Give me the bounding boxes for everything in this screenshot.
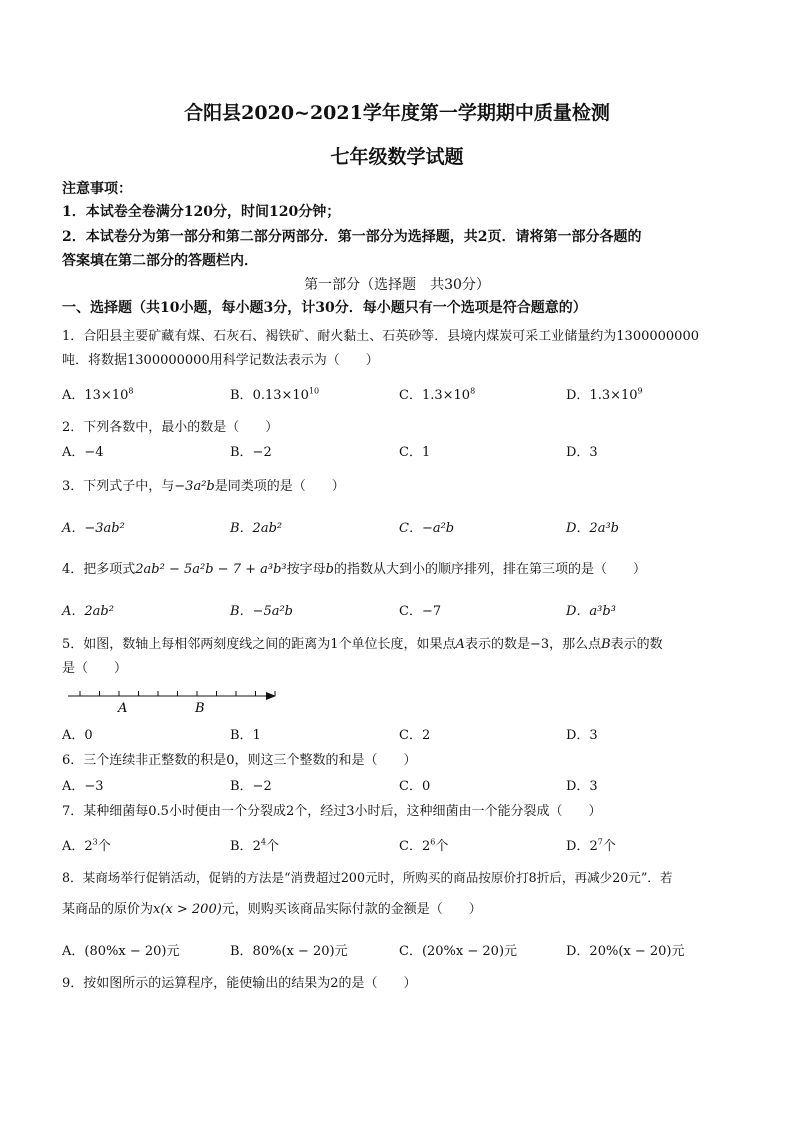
q6-option-c[interactable]: C．0: [399, 779, 431, 794]
q5-option-c[interactable]: C．2: [399, 728, 431, 743]
exam-title: 合阳县2020~2021学年度第一学期期中质量检测: [184, 102, 610, 124]
q8-option-d[interactable]: D．20%(x − 20)元: [566, 944, 685, 959]
q6-option-b[interactable]: B．−2: [230, 779, 272, 794]
q8-option-b[interactable]: B．80%(x − 20)元: [230, 944, 348, 959]
q2-option-c[interactable]: C．1: [399, 445, 431, 460]
q4-option-a[interactable]: A．2ab²: [62, 604, 114, 619]
notice-item-2a: 2．本试卷分为第一部分和第二部分两部分．第一部分为选择题，共2页．请将第一部分各题的: [62, 229, 642, 245]
point-a-label: A: [118, 701, 128, 716]
q3-option-c[interactable]: C．−a²b: [399, 521, 455, 536]
q5-option-d[interactable]: D．3: [566, 728, 598, 743]
q4-option-d[interactable]: D．a³b³: [566, 604, 616, 619]
exam-subtitle: 七年级数学试题: [330, 146, 464, 168]
q2-line1: 2．下列各数中，最小的数是（ ）: [62, 420, 279, 435]
q7-option-b[interactable]: B．$2^4$个: [230, 837, 279, 854]
q7-line1: 7．某种细菌每0.5小时便由一个分裂成2个，经过3小时后，这种细菌由一个能分裂成（ ）: [62, 804, 602, 819]
q6-option-d[interactable]: D．3: [566, 779, 598, 794]
q2-option-d[interactable]: D．3: [566, 445, 598, 460]
q1-line2: 吨．将数据1300000000用科学记数法表示为（ ）: [62, 353, 379, 368]
number-line-figure: [60, 684, 290, 718]
q1-option-b[interactable]: B．$0.13\times 10^{10}$: [230, 386, 320, 403]
q8-line2: 某商品的原价为x(x > 200)元，则购买该商品实际付款的金额是（ ）: [62, 902, 482, 917]
q7-option-c[interactable]: C．$2^6$个: [399, 837, 449, 854]
notice-item-1: 1．本试卷全卷满分120分，时间120分钟；: [62, 204, 341, 220]
q4-option-b[interactable]: B．−5a²b: [230, 604, 294, 619]
q3-option-a[interactable]: A．−3ab²: [62, 521, 125, 536]
part1-header: 第一部分（选择题 共30分）: [304, 277, 490, 293]
q8-option-c[interactable]: C．(20%x − 20)元: [399, 944, 518, 959]
q6-line1: 6．三个连续非正整数的积是0，则这三个整数的和是（ ）: [62, 753, 417, 768]
q2-option-b[interactable]: B．−2: [230, 445, 272, 460]
notice-label: 注意事项：: [62, 181, 132, 197]
notice-item-2b: 答案填在第二部分的答题栏内．: [62, 253, 258, 269]
q1-option-a[interactable]: A．$13\times 10^8$: [62, 386, 134, 403]
q7-option-a[interactable]: A．$2^3$个: [62, 837, 111, 854]
number-line-ticks: [80, 691, 275, 696]
q5-line2: 是（ ）: [62, 661, 128, 676]
section1-header: 一、选择题（共10小题，每小题3分，计30分．每小题只有一个选项是符合题意的）: [62, 300, 587, 316]
q4-option-c[interactable]: C．−7: [399, 604, 442, 619]
q5-line1: 5．如图，数轴上每相邻两刻度线之间的距离为1个单位长度，如果点A表示的数是−3，那么点B表示的数: [62, 637, 663, 652]
q6-option-a[interactable]: A．−3: [62, 779, 104, 794]
q1-line1: 1．合阳县主要矿藏有煤、石灰石、褐铁矿、耐火黏土、石英砂等．县境内煤炭可采工业储量约为1300000000: [62, 329, 699, 344]
q7-option-d[interactable]: D．$2^7$个: [566, 837, 616, 854]
q1-option-d[interactable]: D．$1.3\times 10^9$: [566, 386, 643, 403]
q4-line1: 4．把多项式2ab² − 5a²b − 7 + a³b³按字母b的指数从大到小的顺序排列，排在第三项的是（ ）: [62, 562, 646, 577]
q5-option-a[interactable]: A．0: [62, 728, 93, 743]
q8-option-a[interactable]: A．(80%x − 20)元: [62, 944, 180, 959]
q3-option-b[interactable]: B．2ab²: [230, 521, 283, 536]
q2-option-a[interactable]: A．−4: [62, 445, 104, 460]
q1-option-c[interactable]: C．$1.3\times 10^8$: [399, 386, 476, 403]
q3-line1: 3．下列式子中，与−3a²b是同类项的是（ ）: [62, 479, 345, 494]
point-b-label: B: [195, 701, 205, 716]
q5-option-b[interactable]: B．1: [230, 728, 261, 743]
q3-option-d[interactable]: D．2a³b: [566, 521, 619, 536]
q9-line1: 9．按如图所示的运算程序，能使输出的结果为2的是（ ）: [62, 976, 417, 991]
q8-line1: 8．某商场举行促销活动，促销的方法是“消费超过200元时，所购买的商品按原价打8折后，再减少20元”．若: [62, 870, 673, 885]
